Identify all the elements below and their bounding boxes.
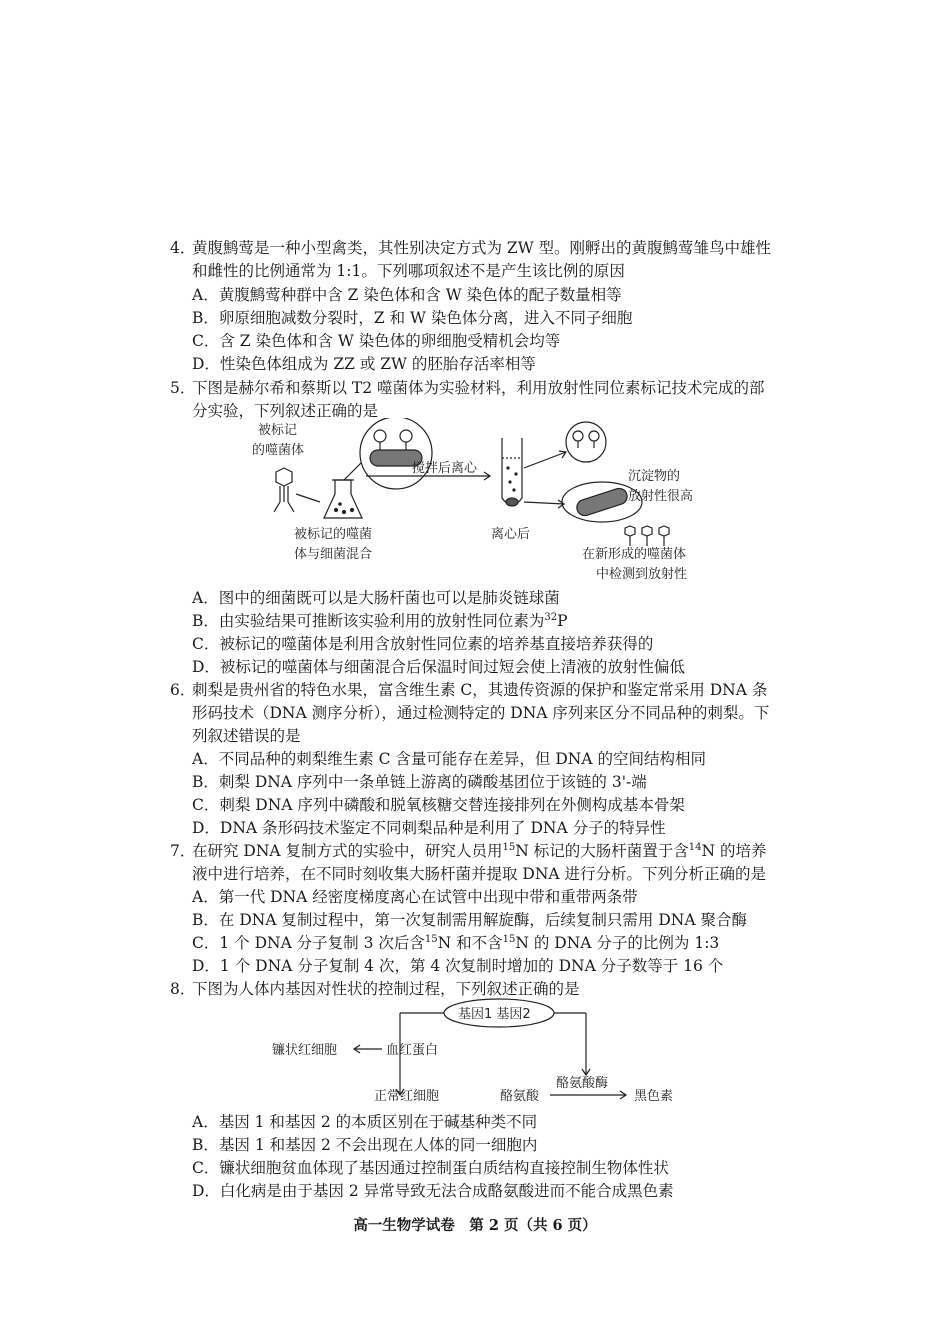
q8-gene-control-figure bbox=[262, 995, 702, 1110]
label-sediment-1: 沉淀物的 bbox=[628, 469, 681, 484]
label-mix-2: 体与细菌混合 bbox=[294, 547, 373, 562]
label-labeled-phage-1: 被标记 bbox=[258, 423, 298, 438]
label-hemoglobin: 血红蛋白 bbox=[386, 1043, 439, 1058]
q4-option-a: A．黄腹鹪莺种群中含 Z 染色体和含 W 染色体的配子数量相等 bbox=[192, 286, 622, 304]
label-tyrosinase: 酪氨酸酶 bbox=[556, 1076, 609, 1091]
q8-option-a: A．基因 1 和基因 2 的本质区别在于碱基种类不同 bbox=[192, 1113, 538, 1131]
label-sediment-2: 放射性很高 bbox=[628, 489, 694, 504]
q6-stem-line2: 形码技术（DNA 测序分析），通过检测特定的 DNA 序列来区分不同品种的刺梨。下 bbox=[192, 704, 770, 722]
q6-number: 6． bbox=[170, 681, 196, 699]
label-melanin: 黑色素 bbox=[634, 1089, 674, 1104]
progeny-phage-icon bbox=[625, 526, 669, 546]
q6-option-b: B．刺梨 DNA 序列中一条单链上游离的磷酸基团位于该链的 3'-端 bbox=[192, 773, 647, 791]
q4-option-b: B．卵原细胞减数分裂时，Z 和 W 染色体分离，进入不同子细胞 bbox=[192, 309, 633, 327]
q7-option-d: D．1 个 DNA 分子复制 4 次，第 4 次复制时增加的 DNA 分子数等于 16 个 bbox=[192, 957, 724, 975]
label-new-phage-2: 中检测到放射性 bbox=[596, 567, 688, 582]
centrifuge-tube-icon bbox=[502, 438, 522, 506]
q5-stem-line2: 分实验，下列叙述正确的是 bbox=[192, 402, 379, 420]
q5-option-a: A．图中的细菌既可以是大肠杆菌也可以是肺炎链球菌 bbox=[192, 589, 560, 607]
q5-experiment-figure bbox=[240, 418, 720, 583]
q7-option-a: A．第一代 DNA 经密度梯度离心在试管中出现中带和重带两条带 bbox=[192, 888, 638, 906]
q7-number: 7． bbox=[170, 842, 196, 860]
label-after-centrifuge: 离心后 bbox=[491, 527, 531, 542]
q5-option-b: B．由实验结果可推断该实验利用的放射性同位素为$^{32}$P bbox=[192, 611, 568, 630]
q6-stem-line1: 刺梨是贵州省的特色水果，富含维生素 C，其遗传资源的保护和鉴定常采用 DNA 条 bbox=[192, 681, 768, 699]
label-sickle-cell: 镰状红细胞 bbox=[272, 1043, 338, 1058]
q7-stem-line1: 在研究 DNA 复制方式的实验中，研究人员用$^{15}$N 标记的大肠杆菌置于含$^{14}$N 的培养 bbox=[192, 841, 767, 860]
label-new-phage-1: 在新形成的噬菌体 bbox=[582, 547, 687, 562]
q4-stem-line2: 和雌性的比例通常为 1:1。下列哪项叙述不是产生该比例的原因 bbox=[192, 262, 625, 280]
q7-option-b: B．在 DNA 复制过程中，第一次复制需用解旋酶，后续复制只需用 DNA 聚合酶 bbox=[192, 911, 747, 929]
q8-option-b: B．基因 1 和基因 2 不会出现在人体的同一细胞内 bbox=[192, 1136, 538, 1154]
label-labeled-phage-2: 的噬菌体 bbox=[252, 443, 305, 458]
q4-stem-line1: 黄腹鹪莺是一种小型禽类，其性别决定方式为 ZW 型。刚孵出的黄腹鹪莺雏鸟中雄性 bbox=[192, 239, 772, 257]
q5-option-c: C．被标记的噬菌体是利用含放射性同位素的培养基直接培养获得的 bbox=[192, 635, 654, 653]
label-mix-1: 被标记的噬菌 bbox=[294, 527, 373, 542]
q8-number: 8． bbox=[170, 980, 196, 998]
q6-option-d: D．DNA 条形码技术鉴定不同刺梨品种是利用了 DNA 分子的特异性 bbox=[192, 819, 666, 837]
q5-number: 5． bbox=[170, 379, 196, 397]
label-normal-cell: 正常红细胞 bbox=[374, 1089, 440, 1104]
label-stir-centrifuge: 搅拌后离心 bbox=[412, 461, 478, 476]
q6-option-a: A．不同品种的刺梨维生素 C 含量可能存在差异，但 DNA 的空间结构相同 bbox=[192, 750, 706, 768]
q4-number: 4． bbox=[170, 239, 196, 257]
q8-stem-line1: 下图为人体内基因对性状的控制过程，下列叙述正确的是 bbox=[192, 980, 580, 998]
q5-stem-line1: 下图是赫尔希和蔡斯以 T2 噬菌体为实验材料，利用放射性同位素标记技术完成的部 bbox=[192, 379, 765, 397]
infection-zoom-icon bbox=[344, 418, 432, 489]
q4-option-d: D．性染色体组成为 ZZ 或 ZW 的胚胎存活率相等 bbox=[192, 355, 536, 373]
q8-option-c: C．镰状细胞贫血体现了基因通过控制蛋白质结构直接控制生物体性状 bbox=[192, 1159, 669, 1177]
labeled-phage-icon bbox=[274, 468, 294, 512]
q6-stem-line3: 列叙述错误的是 bbox=[192, 727, 301, 745]
label-tyrosine: 酪氨酸 bbox=[500, 1089, 540, 1104]
page-footer: 高一生物学试卷 第 2 页（共 6 页） bbox=[353, 1217, 597, 1234]
q7-option-c: C．1 个 DNA 分子复制 3 次后含$^{15}$N 和不含$^{15}$N 的 DNA 分子的比例为 1:3 bbox=[192, 933, 720, 952]
q6-option-c: C．刺梨 DNA 序列中磷酸和脱氧核糖交替连接排列在外侧构成基本骨架 bbox=[192, 796, 685, 814]
q8-option-d: D．白化病是由于基因 2 异常导致无法合成酪氨酸进而不能合成黑色素 bbox=[192, 1182, 674, 1200]
q4-option-c: C．含 Z 染色体和含 W 染色体的卵细胞受精机会均等 bbox=[192, 332, 561, 350]
q7-stem-line2: 液中进行培养，在不同时刻收集大肠杆菌并提取 DNA 进行分析。下列分析正确的是 bbox=[192, 865, 767, 883]
label-genes: 基因1 基因2 bbox=[458, 1007, 531, 1022]
q5-option-d: D．被标记的噬菌体与细菌混合后保温时间过短会使上清液的放射性偏低 bbox=[192, 658, 685, 676]
supernatant-zoom-icon bbox=[566, 422, 606, 462]
flask-icon bbox=[324, 480, 362, 518]
